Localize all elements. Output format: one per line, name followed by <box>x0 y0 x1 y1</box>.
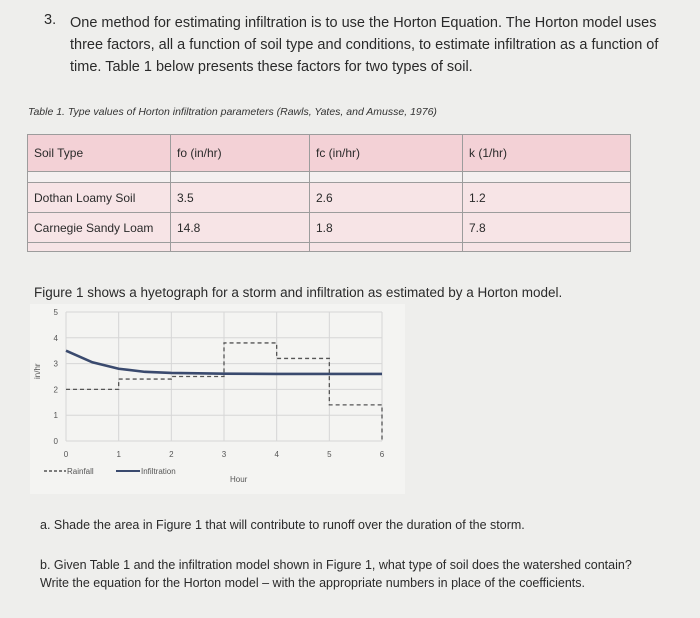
hyetograph-chart <box>30 304 405 494</box>
x-tick-label: 2 <box>169 450 174 459</box>
legend-infiltration-label: Infiltration <box>141 467 176 476</box>
table-row <box>28 183 631 213</box>
cell-fo: 14.8 <box>171 213 310 243</box>
table-row <box>28 213 631 243</box>
cell-soil: Carnegie Sandy Loam <box>28 213 171 243</box>
y-tick-label: 3 <box>53 359 58 369</box>
x-tick-label: 3 <box>221 450 227 459</box>
y-tick-label: 4 <box>53 333 58 343</box>
header-fo: fo (in/hr) <box>171 135 310 172</box>
header-k: k (1/hr) <box>463 135 631 172</box>
cell-soil: Dothan Loamy Soil <box>28 183 171 213</box>
cell-k: 7.8 <box>463 213 631 243</box>
y-tick-label: 2 <box>53 385 58 395</box>
table-spacer-row <box>28 243 631 252</box>
question-text: One method for estimating infiltration is to use the Horton Equation. The Horton model uses three factors, all a function of soil type and conditions, to estimate infiltration as a function of time. Table 1 below presents these factors for two types of soil. <box>70 15 659 75</box>
cell-fc: 2.6 <box>310 183 463 213</box>
y-tick-label: 1 <box>53 411 58 421</box>
horton-parameters-table <box>27 134 631 252</box>
chart-background <box>30 304 405 494</box>
x-tick-label: 0 <box>63 450 69 459</box>
x-tick-label: 5 <box>327 450 332 459</box>
x-tick-label: 1 <box>116 450 121 459</box>
figure-caption: Figure 1 shows a hyetograph for a storm and infiltration as estimated by a Horton model. <box>34 285 563 300</box>
table-spacer-row <box>28 172 631 183</box>
cell-fc: 1.8 <box>310 213 463 243</box>
cell-fo: 3.5 <box>171 183 310 213</box>
y-axis-label: in/hr <box>33 363 42 379</box>
part-a-text: a. Shade the area in Figure 1 that will contribute to runoff over the duration of the storm. <box>40 518 525 532</box>
cell-k: 1.2 <box>463 183 631 213</box>
table-header-row <box>28 135 631 172</box>
header-soil-type: Soil Type <box>28 135 171 172</box>
part-b-text: b. Given Table 1 and the infiltration model shown in Figure 1, what type of soil does the watershed contain? Write the equation for the Horton model – with the appropriate numbers in place of the coefficients. <box>40 558 632 590</box>
question-number: 3. <box>44 12 57 28</box>
y-tick-label: 0 <box>53 437 58 446</box>
header-fc: fc (in/hr) <box>310 135 463 172</box>
x-tick-label: 4 <box>274 450 279 459</box>
y-tick-label: 5 <box>53 308 58 317</box>
table-caption: Table 1. Type values of Horton infiltration parameters (Rawls, Yates, and Amusse, 1976) <box>28 106 437 118</box>
x-tick-label: 6 <box>379 450 385 459</box>
legend-rainfall-label: Rainfall <box>67 467 94 476</box>
question-block <box>44 12 674 78</box>
x-axis-label: Hour <box>230 475 248 484</box>
